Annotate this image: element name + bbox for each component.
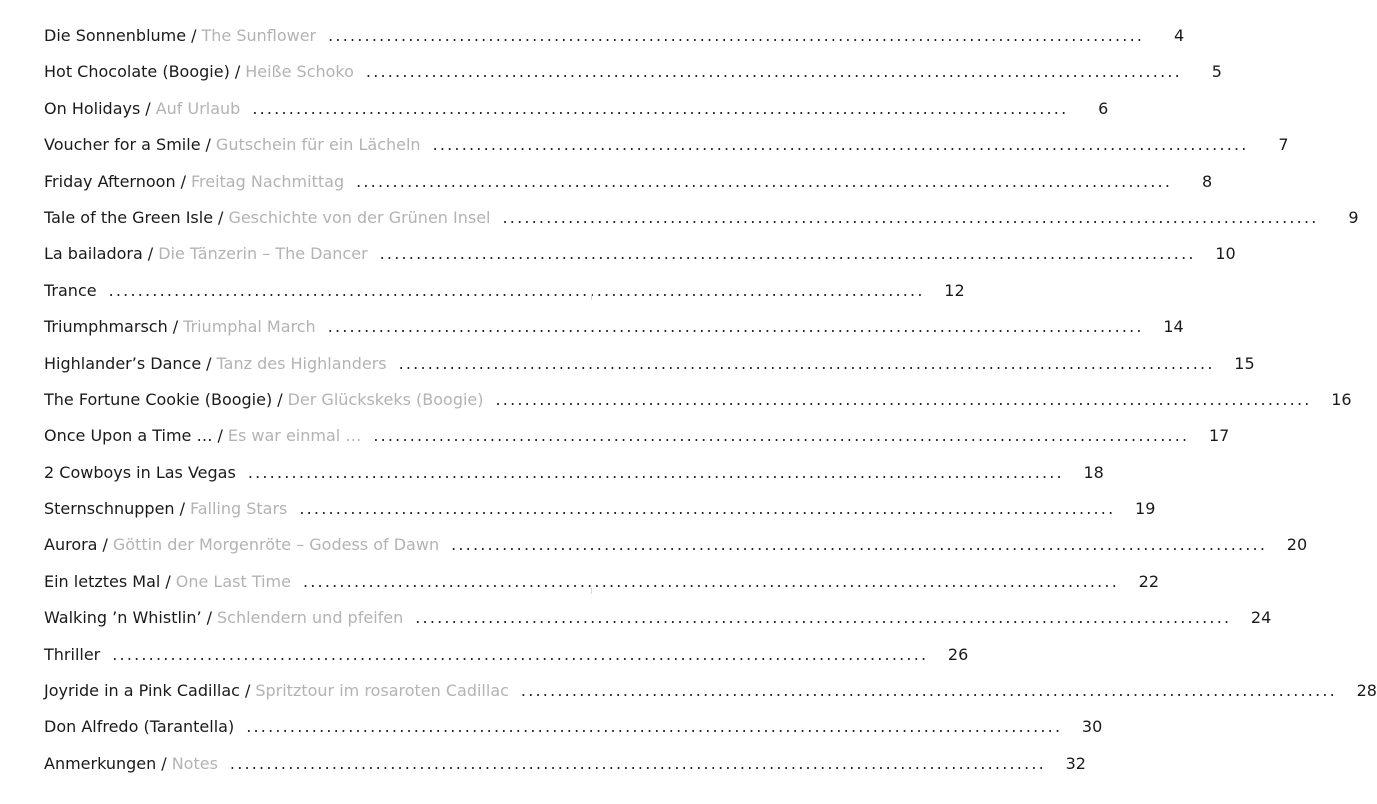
entry-translation: Auf Urlaub: [155, 98, 241, 118]
toc-entry-title: [44, 18, 316, 54]
page-number: 16: [1331, 389, 1352, 409]
toc-entry-title: [44, 200, 491, 236]
page-number: 10: [1215, 244, 1236, 264]
entry-translation: Die Tänzerin – The Dancer: [158, 244, 368, 264]
entry-translation: Triumphal March: [183, 317, 316, 337]
toc-entry[interactable]: [44, 455, 1104, 491]
page-number: 17: [1208, 426, 1230, 446]
dot-leader: [361, 418, 1199, 454]
toc-entry[interactable]: [44, 491, 1156, 527]
page-edge-mark: [591, 294, 592, 300]
toc-entry-title: [44, 127, 421, 163]
page-number: 6: [1098, 98, 1109, 118]
toc-entry-title: [44, 236, 368, 272]
entry-translation: The Sunflower: [201, 26, 317, 45]
dot-leader: [287, 491, 1125, 527]
entry-translation: Geschichte von der Grünen Insel: [228, 207, 491, 227]
toc-entry-title: [44, 491, 287, 527]
entry-title-text: Friday Afternoon: [44, 171, 176, 191]
page-number: 12: [944, 280, 965, 300]
toc-entry-title: [44, 309, 316, 345]
entry-title-text: Don Alfredo (Tarantella): [44, 717, 235, 737]
entry-title-text: 2 Cowboys in Las Vegas: [44, 462, 236, 482]
title-separator: /: [161, 753, 167, 773]
page-number: 19: [1135, 499, 1156, 519]
entry-translation: Heiße Schoko: [245, 62, 354, 82]
toc-entry-title: [44, 418, 361, 454]
toc-entry-title: [44, 382, 484, 418]
dot-leader: [291, 564, 1129, 600]
entry-title-text: Tale of the Green Isle: [44, 207, 214, 227]
toc-entry[interactable]: [44, 709, 1103, 745]
toc-entry[interactable]: [44, 236, 1236, 272]
entry-title-text: On Holidays: [44, 98, 141, 118]
entry-title-text: Once Upon a Time …: [44, 426, 213, 446]
toc-entry-title: [44, 346, 387, 382]
page-number: 14: [1163, 317, 1184, 337]
toc-entry[interactable]: [44, 564, 1159, 600]
entry-translation: Göttin der Morgenröte – Godess of Dawn: [112, 535, 440, 555]
entry-translation: Tanz des Highlanders: [216, 353, 387, 373]
title-separator: /: [147, 244, 154, 264]
dot-leader: [236, 455, 1074, 491]
page-number: 8: [1201, 171, 1213, 191]
dot-leader: [316, 18, 1154, 54]
entry-title-text: Voucher for a Smile: [44, 135, 201, 155]
entry-title-text: Sternschnuppen: [44, 499, 175, 519]
toc-entry-title: [44, 54, 354, 90]
dot-leader: [97, 273, 935, 309]
entry-title-text: Thriller: [44, 644, 101, 664]
page-number: 28: [1356, 681, 1377, 701]
toc-entry-title: [44, 164, 344, 200]
title-separator: /: [205, 135, 211, 155]
entry-title-text: Hot Chocolate (Boogie): [44, 62, 230, 82]
toc-entry[interactable]: [44, 309, 1184, 345]
entry-translation: Gutschein für ein Lächeln: [215, 135, 421, 155]
toc-entry-title: [44, 273, 97, 309]
page-number: 9: [1348, 207, 1359, 227]
toc-entry-title: [44, 637, 100, 673]
title-separator: /: [165, 571, 171, 591]
entry-title-text: Anmerkungen: [44, 753, 157, 773]
entry-translation: Es war einmal …: [227, 426, 362, 446]
toc-entry-title: [44, 673, 509, 709]
toc-entry[interactable]: [44, 273, 965, 309]
entry-title-text: Triumphmarsch: [44, 317, 168, 337]
toc-entry-title: [44, 746, 218, 782]
title-separator: /: [180, 171, 186, 191]
dot-leader: [509, 673, 1347, 709]
dot-leader: [354, 54, 1192, 90]
dot-leader: [218, 746, 1056, 782]
toc-entry-title: [44, 709, 234, 745]
title-separator: /: [244, 681, 251, 701]
title-separator: /: [218, 207, 224, 227]
dot-leader: [100, 637, 938, 673]
entry-translation: Freitag Nachmittag: [190, 171, 345, 191]
toc-entry[interactable]: [44, 164, 1213, 200]
page-number: 22: [1138, 571, 1159, 591]
title-separator: /: [191, 26, 197, 45]
title-separator: /: [172, 317, 179, 337]
toc-entry[interactable]: [44, 600, 1272, 636]
dot-leader: [439, 527, 1277, 563]
entry-title-text: Ein letztes Mal: [44, 571, 161, 591]
dot-leader: [368, 236, 1206, 272]
page-number: 30: [1081, 717, 1103, 737]
toc-entry[interactable]: [44, 200, 1359, 236]
page-number: 7: [1278, 135, 1289, 155]
table-of-contents: [44, 18, 1377, 782]
toc-entry[interactable]: [44, 746, 1086, 782]
dot-leader: [387, 346, 1225, 382]
toc-entry[interactable]: [44, 346, 1255, 382]
toc-entry-title: [44, 91, 240, 127]
entry-title-text: Die Sonnenblume: [44, 26, 187, 45]
title-separator: /: [277, 389, 283, 409]
dot-leader: [403, 600, 1241, 636]
entry-translation: Schlendern und pfeifen: [216, 608, 404, 628]
toc-entry[interactable]: [44, 637, 969, 673]
toc-entry[interactable]: [44, 418, 1230, 454]
entry-title-text: Highlander’s Dance: [44, 353, 202, 373]
dot-leader: [316, 309, 1154, 345]
page-number: 5: [1211, 62, 1222, 82]
toc-entry[interactable]: [44, 382, 1352, 418]
dot-leader: [344, 164, 1182, 200]
entry-translation: One Last Time: [175, 571, 291, 591]
page-number: 24: [1250, 608, 1272, 628]
dot-leader: [421, 127, 1259, 163]
toc-entry-title: [44, 455, 236, 491]
title-separator: /: [179, 499, 185, 519]
toc-entry-title: [44, 564, 291, 600]
toc-entry[interactable]: [44, 91, 1109, 127]
entry-title-text: The Fortune Cookie (Boogie): [44, 389, 273, 409]
entry-translation: Falling Stars: [189, 499, 288, 519]
page-number: 20: [1286, 535, 1308, 555]
page-number: 4: [1173, 26, 1185, 45]
page-number: 18: [1083, 462, 1104, 482]
entry-title-text: Joyride in a Pink Cadillac: [44, 681, 240, 701]
toc-entry[interactable]: [44, 527, 1308, 563]
entry-title-text: Trance: [44, 280, 97, 300]
title-separator: /: [206, 353, 212, 373]
entry-title-text: Aurora: [44, 535, 98, 555]
dot-leader: [484, 382, 1322, 418]
toc-entry[interactable]: [44, 127, 1289, 163]
page-number: 26: [947, 644, 969, 664]
title-separator: /: [206, 608, 212, 628]
page-edge-mark: [591, 588, 592, 594]
entry-title-text: La bailadora: [44, 244, 143, 264]
title-separator: /: [217, 426, 223, 446]
entry-title-text: Walking ’n Whistlin’: [44, 608, 202, 628]
page-number: 15: [1234, 353, 1255, 373]
entry-translation: Der Glückskeks (Boogie): [287, 389, 484, 409]
title-separator: /: [234, 62, 241, 82]
toc-entry-title: [44, 527, 439, 563]
title-separator: /: [145, 98, 151, 118]
dot-leader: [491, 200, 1329, 236]
toc-entry[interactable]: [44, 18, 1185, 54]
toc-entry[interactable]: [44, 54, 1222, 90]
toc-entry[interactable]: [44, 673, 1377, 709]
entry-translation: Notes: [171, 753, 218, 773]
entry-translation: Spritztour im rosaroten Cadillac: [255, 681, 509, 701]
dot-leader: [240, 91, 1078, 127]
title-separator: /: [102, 535, 108, 555]
page-number: 32: [1065, 753, 1086, 773]
dot-leader: [234, 709, 1072, 745]
toc-entry-title: [44, 600, 403, 636]
